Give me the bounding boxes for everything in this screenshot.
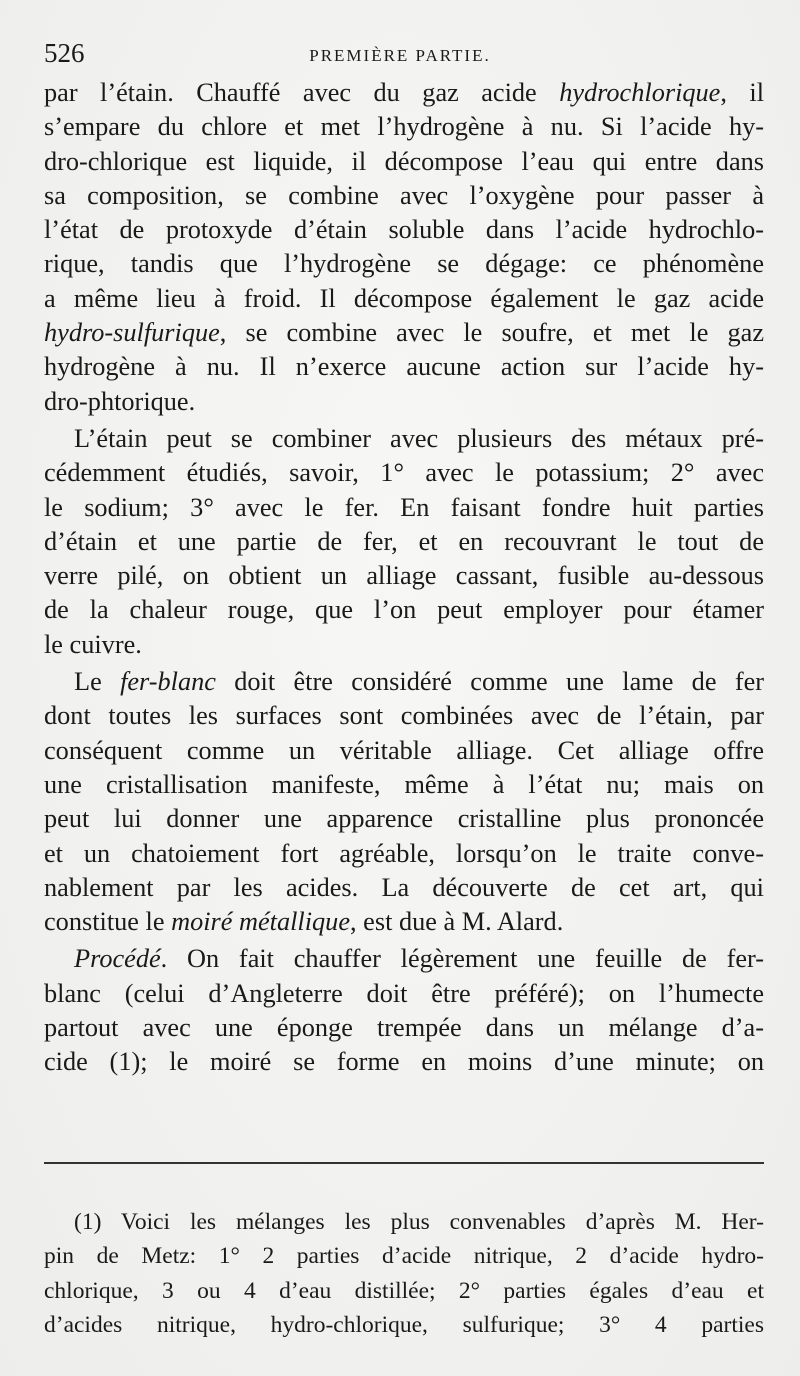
footnote-line: pin de Metz: 1° 2 parties d’acide nitrique, 2 d’acide hydro- (44, 1243, 764, 1270)
text-line: l’état de protoxyde d’étain soluble dans l’acide hydrochlo- (44, 215, 764, 245)
text-line: nablement par les acides. La découverte de cet art, qui (44, 872, 764, 902)
running-head: PREMIÈRE PARTIE. (309, 46, 491, 65)
text-line: hydrogène à nu. Il n’exerce aucune action sur l’acide hy- (44, 352, 764, 382)
text-line: cide (1); le moiré se forme en moins d’une minute; on (44, 1047, 764, 1077)
text-line: dro-phtorique. (44, 386, 196, 416)
separator-rule (44, 1162, 764, 1164)
text-line: une cristallisation manifeste, même à l’état nu; mais on (44, 769, 764, 799)
text-line: s’empare du chlore et met l’hydrogène à nu. Si l’acide hy- (44, 112, 764, 142)
footnote-separator (44, 1158, 764, 1170)
text-line: Le fer-blanc doit être considéré comme une lame de fer (74, 667, 765, 697)
text-line: verre pilé, on obtient un alliage cassant, fusible au-dessous (44, 561, 764, 591)
footnote-line: (1) Voici les mélanges les plus convenables d’après M. Her- (74, 1209, 764, 1235)
main-text (44, 76, 764, 1080)
footnote-line: d’acides nitrique, hydro-chlorique, sulfurique; 3° 4 parties (44, 1312, 764, 1339)
text-line: et un chatoiement fort agréable, lorsqu’on le traite conve- (44, 838, 764, 868)
text-line: de la chaleur rouge, que l’on peut employer pour étamer (44, 595, 764, 625)
footnote-line: chlorique, 3 ou 4 d’eau distillée; 2° parties égales d’eau et (44, 1277, 764, 1304)
text-line: par l’étain. Chauffé avec du gaz acide hydrochlorique, il (44, 78, 765, 107)
footnote (44, 1205, 764, 1343)
text-line: constitue le moiré métallique, est due à M. Alard. (44, 907, 564, 937)
text-line: partout avec une éponge trempée dans un mélange d’a- (44, 1013, 764, 1043)
text-line: L’étain peut se combiner avec plusieurs des métaux pré- (74, 423, 764, 453)
text-line: d’étain et une partie de fer, et en recouvrant le tout de (44, 526, 764, 556)
text-line: hydro-sulfurique, se combine avec le soufre, et met le gaz (44, 318, 764, 348)
text-line: dro-chlorique est liquide, il décompose l’eau qui entre dans (44, 146, 764, 176)
page-number: 526 (44, 38, 85, 68)
text-line: dont toutes les surfaces sont combinées avec de l’étain, par (44, 701, 764, 731)
page-header (44, 38, 756, 68)
text-line: peut lui donner une apparence cristalline plus prononcée (44, 804, 764, 834)
text-line: sa composition, se combine avec l’oxygène pour passer à (44, 180, 764, 210)
text-line: cédemment étudiés, savoir, 1° avec le potassium; 2° avec (44, 458, 764, 488)
text-line: rique, tandis que l’hydrogène se dégage: ce phénomène (44, 249, 764, 279)
text-line: blanc (celui d’Angleterre doit être préféré); on l’humecte (44, 978, 764, 1008)
text-line: a même lieu à froid. Il décompose également le gaz acide (44, 283, 764, 313)
text-line: Procédé. On fait chauffer légèrement une feuille de fer- (74, 944, 764, 974)
text-line: le cuivre. (44, 629, 142, 659)
text-line: le sodium; 3° avec le fer. En faisant fondre huit parties (44, 492, 764, 522)
text-line: conséquent comme un véritable alliage. Cet alliage offre (44, 735, 764, 765)
